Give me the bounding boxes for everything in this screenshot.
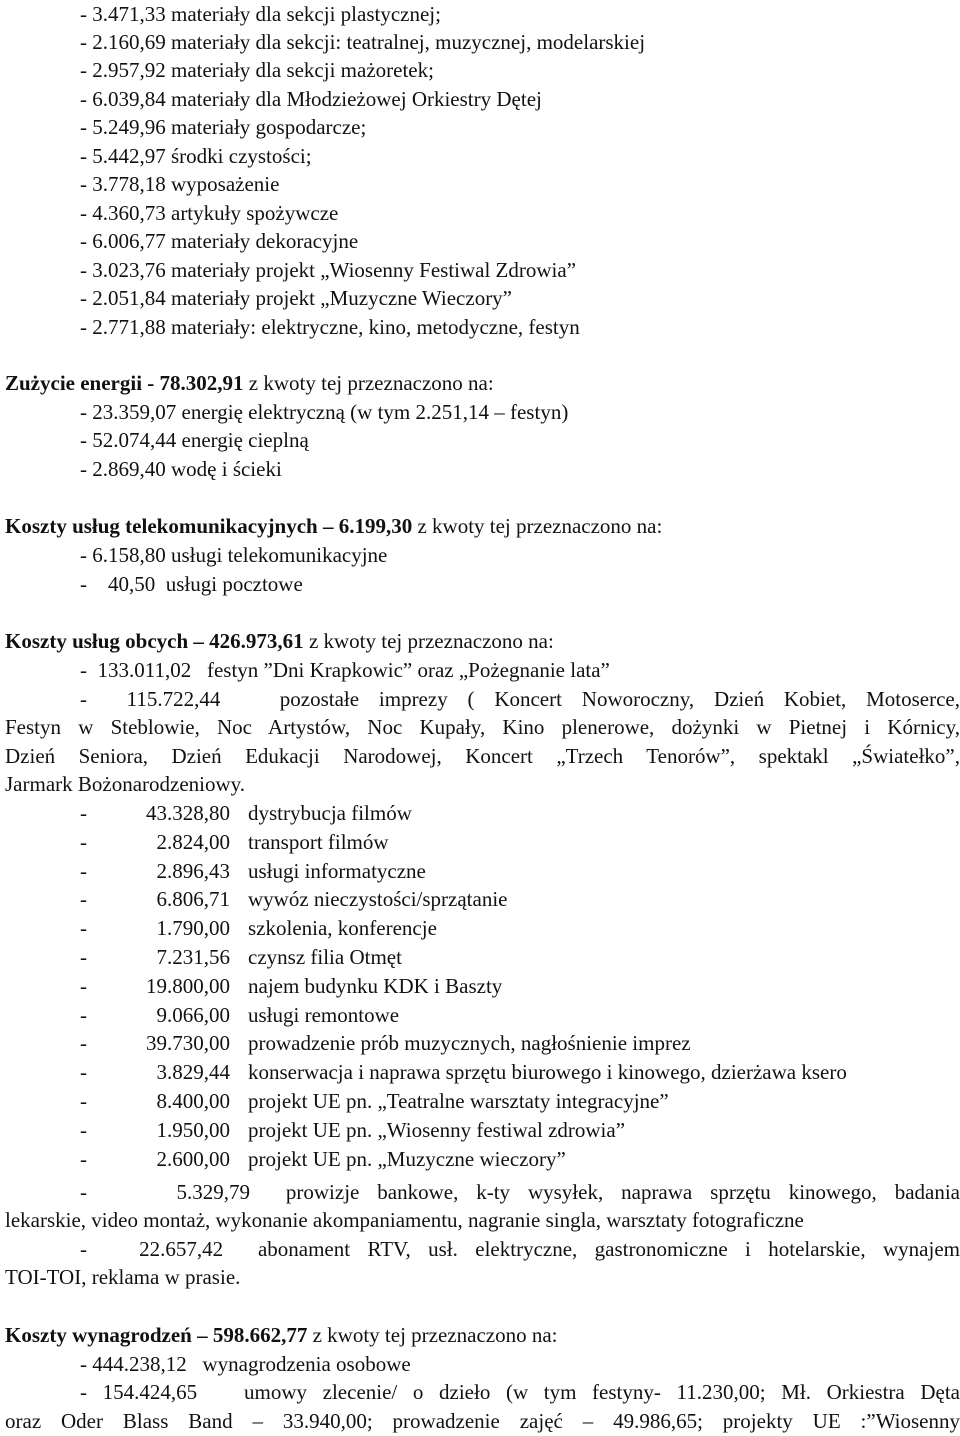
list-item: - 5.249,96 materiały gospodarcze; <box>80 115 367 139</box>
section-heading-bold: Zużycie energii - 78.302,91 <box>5 371 244 395</box>
section-heading-bold: Koszty usług obcych – 426.973,61 <box>5 629 304 653</box>
amount: 2.600,00 <box>156 1147 230 1171</box>
paragraph-continuation: oraz Oder Blass Band – 33.940,00; prowadzenie zajęć – 49.986,65; projekty UE :”Wiosenny <box>5 1409 960 1433</box>
list-dash: - <box>80 945 87 969</box>
list-item: - 52.074,44 energię cieplną <box>80 428 309 452</box>
list-dash: - <box>80 1003 87 1027</box>
list-item <box>80 1059 960 1085</box>
list-item <box>80 1117 960 1143</box>
amount: 1.950,00 <box>156 1118 230 1142</box>
list-item: - 23.359,07 energię elektryczną (w tym 2.251,14 – festyn) <box>80 400 569 424</box>
list-item <box>80 973 960 999</box>
amount: 43.328,80 <box>146 801 230 825</box>
list-item: - 5.329,79 prowizje bankowe, k-ty wysyłek, naprawa sprzętu kinowego, badania <box>80 1180 960 1204</box>
list-item <box>80 1030 960 1056</box>
list-item <box>80 858 960 884</box>
list-dash: - <box>80 1118 87 1142</box>
section-heading-rest: z kwoty tej przeznaczono na: <box>412 514 663 538</box>
list-item: - 154.424,65 umowy zlecenie/ o dzieło (w tym festyny- 11.230,00; Mł. Orkiestra Dęta <box>80 1380 960 1404</box>
section-heading-salaries <box>5 1322 960 1348</box>
item-label: projekt UE pn. „Muzyczne wieczory” <box>248 1147 566 1171</box>
list-dash: - <box>80 974 87 998</box>
list-item <box>80 915 960 941</box>
list-item: - 2.957,92 materiały dla sekcji mażoretek; <box>80 58 434 82</box>
list-item: - 3.778,18 wyposażenie <box>80 172 280 196</box>
list-dash: - <box>80 1031 87 1055</box>
amount: 1.790,00 <box>156 916 230 940</box>
item-label: usługi informatyczne <box>248 859 426 883</box>
item-label: wywóz nieczystości/sprzątanie <box>248 887 508 911</box>
list-item <box>80 800 960 826</box>
list-dash: - <box>80 1089 87 1113</box>
list-item <box>80 1088 960 1114</box>
paragraph-continuation: Jarmark Bożonarodzeniowy. <box>5 772 246 796</box>
amount: 3.829,44 <box>156 1060 230 1084</box>
paragraph-continuation: Dzień Seniora, Dzień Edukacji Narodowej, Koncert „Trzech Tenorów”, spektakl „Światełko”, <box>5 744 960 768</box>
list-item <box>80 1146 960 1172</box>
paragraph-continuation: TOI-TOI, reklama w prasie. <box>5 1265 241 1289</box>
amount: 2.824,00 <box>156 830 230 854</box>
item-label: szkolenia, konferencje <box>248 916 437 940</box>
amount: 7.231,56 <box>156 945 230 969</box>
item-label: dystrybucja filmów <box>248 801 412 825</box>
list-item <box>80 886 960 912</box>
list-item: - 2.051,84 materiały projekt „Muzyczne Wieczory” <box>80 286 513 310</box>
list-item: - 3.471,33 materiały dla sekcji plastycznej; <box>80 2 441 26</box>
section-heading-energy <box>5 370 960 396</box>
amount: 19.800,00 <box>146 974 230 998</box>
list-dash: - <box>80 1060 87 1084</box>
amount: 6.806,71 <box>156 887 230 911</box>
list-item: - 6.039,84 materiały dla Młodzieżowej Orkiestry Dętej <box>80 87 542 111</box>
amount: 9.066,00 <box>156 1003 230 1027</box>
item-label: konserwacja i naprawa sprzętu biurowego i kinowego, dzierżawa ksero <box>248 1060 847 1084</box>
amount: 8.400,00 <box>156 1089 230 1113</box>
list-item: - 133.011,02 festyn ”Dni Krapkowic” oraz „Pożegnanie lata” <box>80 658 610 682</box>
list-dash: - <box>80 887 87 911</box>
list-item: - 40,50 usługi pocztowe <box>80 572 303 596</box>
item-label: projekt UE pn. „Wiosenny festiwal zdrowia” <box>248 1118 626 1142</box>
section-heading-bold: Koszty wynagrodzeń – 598.662,77 <box>5 1323 308 1347</box>
section-heading-external <box>5 628 960 654</box>
item-label: najem budynku KDK i Baszty <box>248 974 503 998</box>
paragraph-continuation: Festyn w Steblowie, Noc Artystów, Noc Kupały, Kino plenerowe, dożynki w Pietnej i Kórnicy, <box>5 715 960 739</box>
section-heading-bold: Koszty usług telekomunikacyjnych – 6.199,30 <box>5 514 413 538</box>
list-item: - 6.158,80 usługi telekomunikacyjne <box>80 543 388 567</box>
section-heading-rest: z kwoty tej przeznaczono na: <box>303 629 554 653</box>
list-item: - 3.023,76 materiały projekt „Wiosenny Festiwal Zdrowia” <box>80 258 577 282</box>
list-item: - 22.657,42 abonament RTV, usł. elektryczne, gastronomiczne i hotelarskie, wynajem <box>80 1237 960 1261</box>
section-heading-rest: z kwoty tej przeznaczono na: <box>307 1323 558 1347</box>
item-label: transport filmów <box>248 830 389 854</box>
list-dash: - <box>80 916 87 940</box>
list-item: - 2.869,40 wodę i ścieki <box>80 457 282 481</box>
list-dash: - <box>80 801 87 825</box>
item-label: prowadzenie prób muzycznych, nagłośnienie imprez <box>248 1031 691 1055</box>
list-dash: - <box>80 830 87 854</box>
amount: 2.896,43 <box>156 859 230 883</box>
list-dash: - <box>80 859 87 883</box>
list-item <box>80 1002 960 1028</box>
list-item: - 115.722,44 pozostałe imprezy ( Koncert Noworoczny, Dzień Kobiet, Motoserce, <box>80 687 960 711</box>
list-item: - 2.771,88 materiały: elektryczne, kino, metodyczne, festyn <box>80 315 580 339</box>
list-item: - 4.360,73 artykuły spożywcze <box>80 201 339 225</box>
list-item: - 444.238,12 wynagrodzenia osobowe <box>80 1352 411 1376</box>
list-item: - 2.160,69 materiały dla sekcji: teatralnej, muzycznej, modelarskiej <box>80 30 646 54</box>
list-item <box>80 944 960 970</box>
item-label: projekt UE pn. „Teatralne warsztaty integracyjne” <box>248 1089 669 1113</box>
section-heading-telecom <box>5 513 960 539</box>
list-item: - 6.006,77 materiały dekoracyjne <box>80 229 359 253</box>
item-label: czynsz filia Otmęt <box>248 945 402 969</box>
paragraph-continuation: lekarskie, video montaż, wykonanie akompaniamentu, nagranie singla, warsztaty fotograficzne <box>5 1208 804 1232</box>
list-dash: - <box>80 1147 87 1171</box>
list-item <box>80 829 960 855</box>
amount: 39.730,00 <box>146 1031 230 1055</box>
section-heading-rest: z kwoty tej przeznaczono na: <box>243 371 494 395</box>
item-label: usługi remontowe <box>248 1003 400 1027</box>
list-item: - 5.442,97 środki czystości; <box>80 144 312 168</box>
